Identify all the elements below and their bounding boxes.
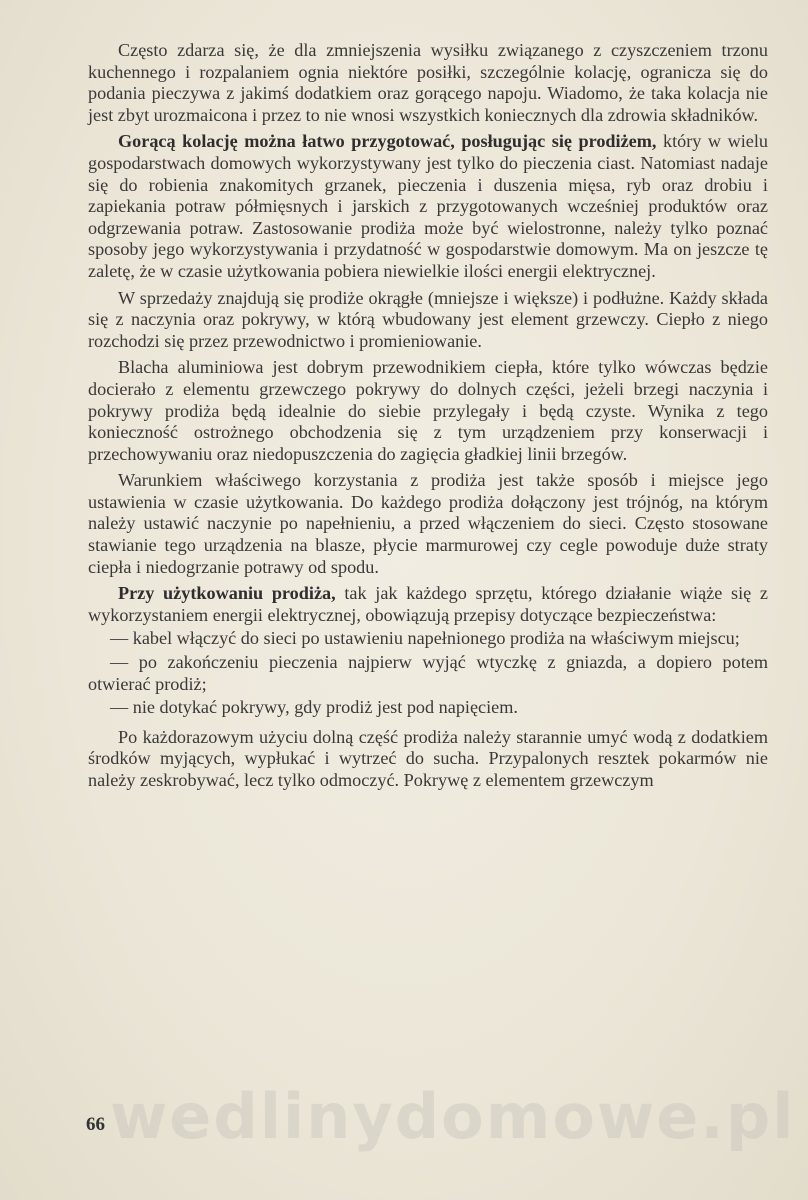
paragraph-3: W sprzedaży znajdują się prodiże okrągłe (mniejsze i większe) i podłużne. Każdy składa się z naczynia oraz pokrywy, w którą wbudowany jest element grzewczy. Ciepło z niego rozchodzi się przez przewodnictwo i promieniowanie.: [88, 287, 768, 351]
watermark: wedlinydomowe.pl: [110, 1080, 796, 1153]
paragraph-5: Warunkiem właściwego korzystania z prodiża jest także sposób i miejsce jego ustawienia w czasie użytkowania. Do każdego prodiża dołączony jest trójnóg, na którym należy ustawić naczynie po napełnieniu, a przed włączeniem do sieci. Często stosowane stawianie tego urządzenia na blasze, płycie marmurowej czy cegle powoduje duże straty ciepła i niedogrzanie potrawy od spodu.: [88, 470, 768, 577]
paragraph-6: [88, 583, 768, 626]
paragraph-6-rest: tak jak każdego sprzętu, którego działanie wiąże się z wykorzystaniem energii elektrycznej, obowiązują przepisy dotyczące bezpieczeństwa:: [88, 583, 768, 625]
page-number: 66: [86, 1114, 105, 1135]
paragraph-6-lead: Przy użytkowaniu prodiża,: [118, 583, 336, 604]
paragraph-1: Często zdarza się, że dla zmniejszenia wysiłku związanego z czyszczeniem trzonu kuchennego i rozpalaniem ognia niektóre posiłki, szczególnie kolację, ogranicza się do podania pieczywa z jakimś dodatkiem oraz gorącego napoju. Wiadomo, że taka kolacja nie jest zbyt urozmaicona i przez to nie wnosi wszystkich koniecznych dla zdrowia składników.: [88, 40, 768, 125]
paragraph-2-lead: Gorącą kolację można łatwo przygotować, posługując się prodiżem,: [118, 131, 657, 152]
paragraph-4: Blacha aluminiowa jest dobrym przewodnikiem ciepła, które tylko wówczas będzie docierało z elementu grzewczego pokrywy do dolnych części, jeżeli brzegi naczynia i pokrywy prodiża będą idealnie do siebie przylegały i będą czyste. Wynika z tego konieczność ostrożnego obchodzenia się z tym urządzeniem przy konserwacji i przechowywaniu oraz niedopuszczenia do zagięcia gładkiej linii brzegów.: [88, 357, 768, 464]
safety-list-item: — kabel włączyć do sieci po ustawieniu napełnionego prodiża na właściwym miejscu;: [110, 628, 740, 649]
paragraph-2: [88, 131, 768, 282]
closing-paragraph: Po każdorazowym użyciu dolną część prodiża należy starannie umyć wodą z dodatkiem środków myjących, wypłukać i wytrzeć do sucha. Przypalonych resztek pokarmów nie należy zeskrobywać, lecz tylko odmoczyć. Pokrywę z elementem grzewczym: [88, 726, 768, 790]
safety-list-item: — po zakończeniu pieczenia najpierw wyjąć wtyczkę z gniazda, a dopiero potem otwierać prodiż;: [88, 652, 768, 694]
paragraph-2-rest: który w wielu gospodarstwach domowych wykorzystywany jest tylko do pieczenia ciast. Natomiast nadaje się do robienia znakomitych grzanek, pieczenia i duszenia mięsa, ryb oraz drobiu i zapiekania potraw półmięsnych i jarskich z przygotowanych wcześniej produktów oraz odgrzewania potraw. Zastosowanie prodiża może być wielostronne, należy tylko poznać sposoby jego wykorzystywania i przydatność w gospodarstwie domowym. Ma on jeszcze tę zaletę, że w czasie użytkowania pobiera niewielkie ilości energii elektrycznej.: [88, 131, 768, 281]
page-body-text: [88, 40, 768, 797]
safety-list-item: — nie dotykać pokrywy, gdy prodiż jest pod napięciem.: [110, 697, 518, 718]
